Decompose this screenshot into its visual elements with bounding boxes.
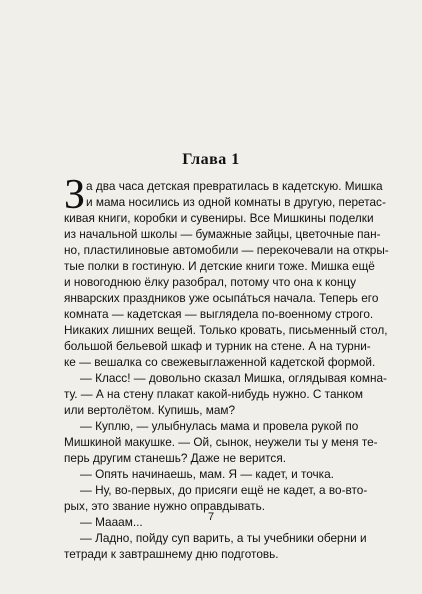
text-line: — Опять начинаешь, мам. Я — кадет, и точка.	[80, 467, 334, 481]
page-number: 7	[207, 511, 215, 523]
text-line: перь другим станешь? Даже не верится.	[64, 451, 286, 465]
text-line: — Ну, во-первых, до присяги ещё не кадет, а во-вто-	[80, 483, 368, 497]
text-line: а два часа детская превратилась в кадетскую. Мишка	[86, 179, 383, 193]
text-line: — Класс! — довольно сказал Мишка, оглядывая комна-	[80, 371, 387, 385]
text-line: из начальной школы — бумажные зайцы, цветочные пан-	[64, 227, 381, 241]
text-line: Никаких лишних вещей. Только кровать, письменный стол,	[64, 323, 388, 337]
text-line: и новогоднюю ёлку разобрал, потому что она к концу	[64, 275, 356, 289]
text-line: — Куплю, — улыбнулась мама и провела рукой по	[80, 419, 359, 433]
text-line: комната — кадетская — выглядела по-военному строго.	[64, 307, 374, 321]
text-line: тые полки в гостиную. И детские книги тоже. Мишка ещё	[64, 259, 375, 273]
text-line: тетради к завтрашнему дню подготовь.	[64, 547, 279, 561]
text-line: — Мааам...	[80, 515, 143, 529]
text-line: ту. — А на стену плакат какой-нибудь нужно. С танком	[64, 387, 363, 401]
chapter-body	[64, 172, 389, 562]
text-line: рых, это звание нужно оправдывать.	[64, 499, 266, 513]
text-line: но, пластилиновые автомобили — перекочевали на откры-	[64, 243, 389, 257]
text-line: или вертолётом. Купишь, мам?	[64, 403, 236, 417]
text-line: Мишкиной макушке. — Ой, сынок, неужели ты у меня те-	[64, 435, 378, 449]
text-line: — Ладно, пойду суп варить, а ты учебники оберни и	[80, 531, 367, 545]
text-line: январских праздников уже осыпа́ться начала. Теперь его	[64, 291, 379, 305]
text-line: кивая книги, коробки и сувениры. Все Мишкины поделки	[64, 211, 374, 225]
drop-cap: З	[64, 172, 86, 218]
text-line: большой бельевой шкаф и турник на стене. А на турни-	[64, 339, 371, 353]
text-line: ке — вешалка со свежевыглаженной кадетской формой.	[64, 355, 376, 369]
text-line: и мама носились из одной комнаты в другую, перетас-	[86, 195, 386, 209]
chapter-title: Глава 1	[182, 151, 240, 168]
